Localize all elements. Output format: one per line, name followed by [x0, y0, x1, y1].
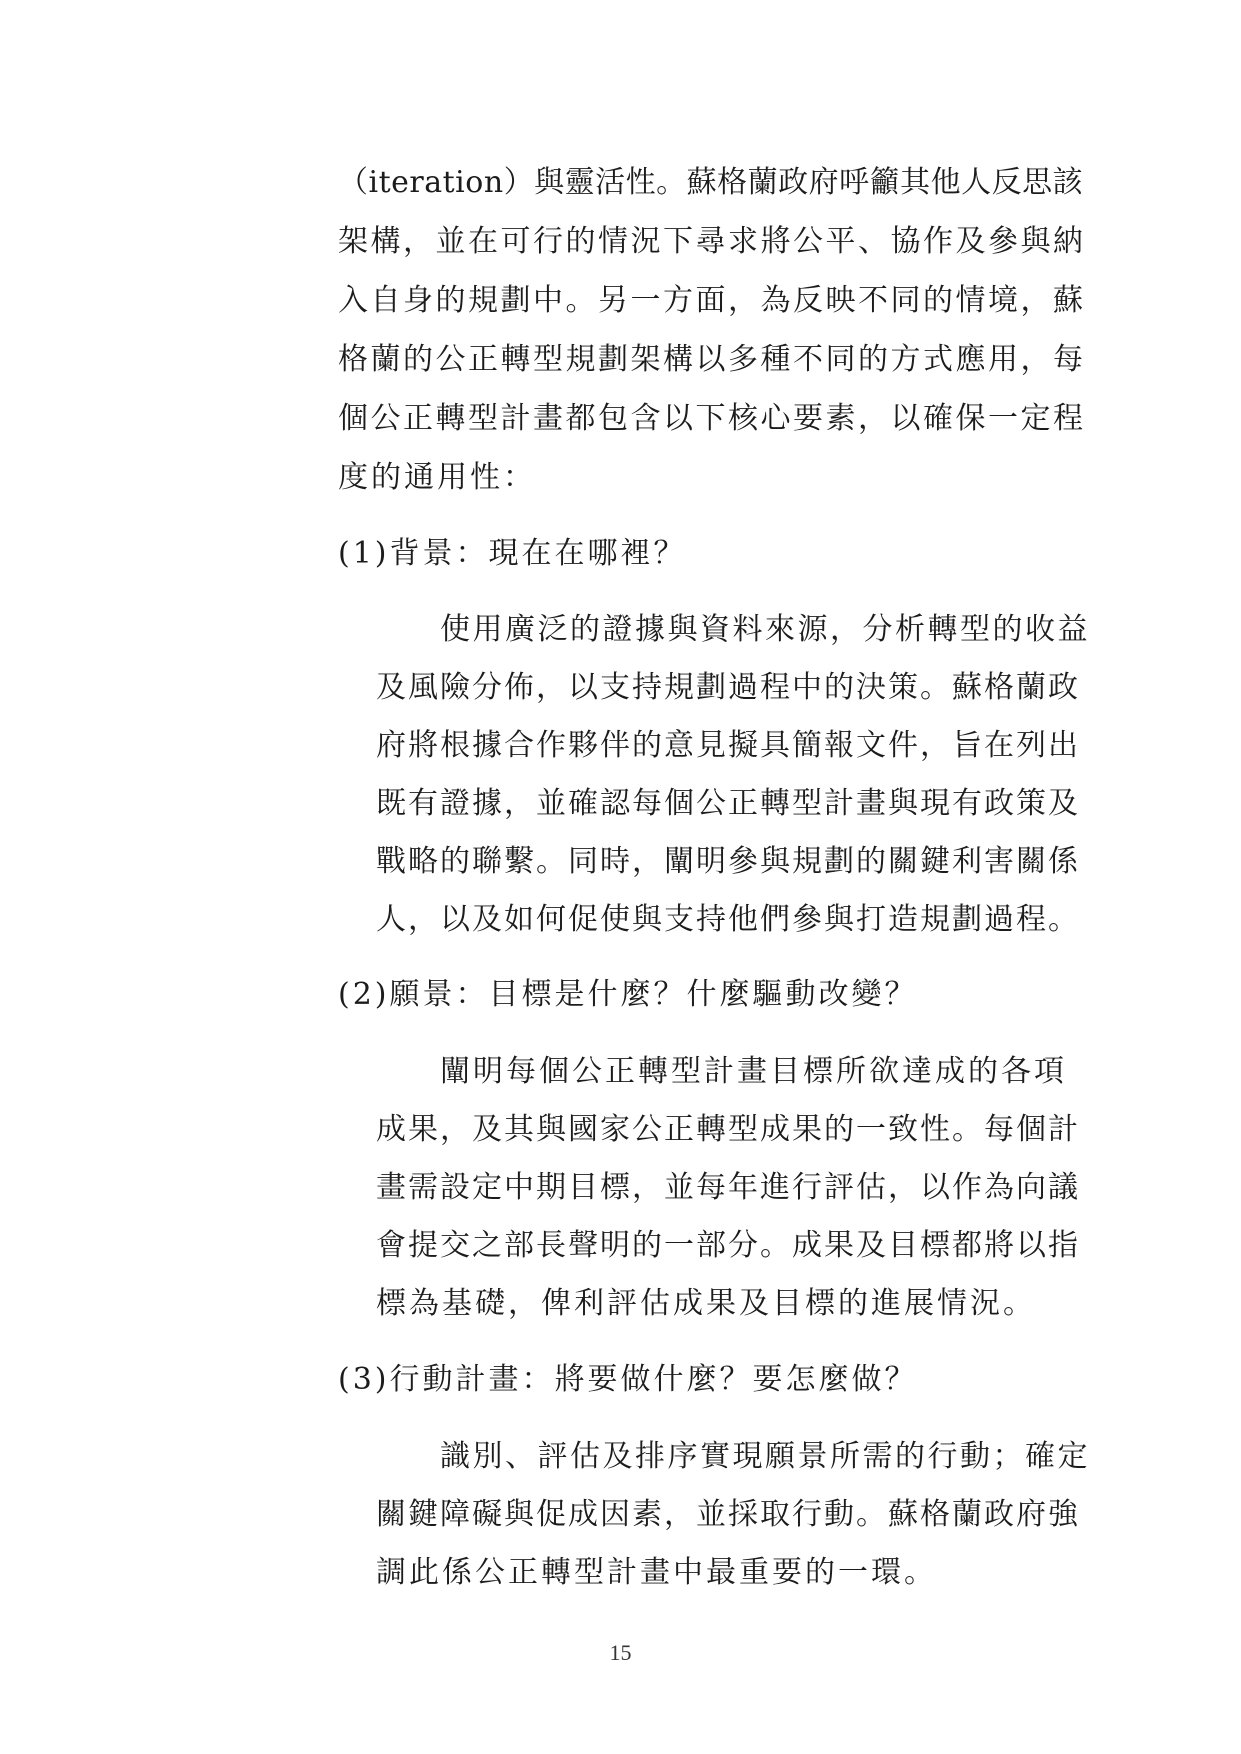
paragraph-line: 架構，並在可行的情況下尋求將公平、協作及參與納: [338, 224, 1086, 259]
paragraph-line: 識別、評估及排序實現願景所需的行動；確定: [440, 1439, 1090, 1474]
paragraph-line: 個公正轉型計畫都包含以下核心要素，以確保一定程: [338, 401, 1086, 436]
paragraph-line: 及風險分佈，以支持規劃過程中的決策。蘇格蘭政: [376, 670, 1080, 705]
paragraph-line: 使用廣泛的證據與資料來源，分析轉型的收益: [440, 612, 1090, 647]
paragraph-line: 關鍵障礙與促成因素，並採取行動。蘇格蘭政府強: [376, 1497, 1080, 1532]
paragraph-line: 標為基礎，俾利評估成果及目標的進展情況。: [376, 1286, 1036, 1321]
paragraph-line: 度的通用性：: [338, 460, 536, 495]
paragraph-line: 既有證據，並確認每個公正轉型計畫與現有政策及: [376, 786, 1080, 821]
paragraph-line: 格蘭的公正轉型規劃架構以多種不同的方式應用，每: [338, 342, 1086, 377]
paragraph-line: 人，以及如何促使與支持他們參與打造規劃過程。: [376, 902, 1080, 937]
section-heading-action-plan: (3)行動計畫：將要做什麼？要怎麼做？: [338, 1362, 918, 1397]
paragraph-line: 入自身的規劃中。另一方面，為反映不同的情境，蘇: [338, 283, 1086, 318]
paragraph-line: 會提交之部長聲明的一部分。成果及目標都將以指: [376, 1228, 1080, 1263]
page-number: 15: [609, 1640, 632, 1665]
paragraph-line: 府將根據合作夥伴的意見擬具簡報文件，旨在列出: [376, 728, 1080, 763]
paragraph-line: 成果，及其與國家公正轉型成果的一致性。每個計: [376, 1112, 1080, 1147]
section-heading-vision: (2)願景：目標是什麼？什麼驅動改變？: [338, 977, 918, 1012]
paragraph-line: 調此係公正轉型計畫中最重要的一環。: [376, 1555, 937, 1590]
paragraph-line: （iteration）與靈活性。蘇格蘭政府呼籲其他人反思該: [338, 165, 1084, 200]
paragraph-line: 戰略的聯繫。同時，闡明參與規劃的關鍵利害關係: [376, 844, 1080, 879]
paragraph-line: 闡明每個公正轉型計畫目標所欲達成的各項: [440, 1054, 1067, 1089]
paragraph-line: 畫需設定中期目標，並每年進行評估，以作為向議: [376, 1170, 1080, 1205]
section-heading-background: (1)背景：現在在哪裡？: [338, 536, 687, 571]
